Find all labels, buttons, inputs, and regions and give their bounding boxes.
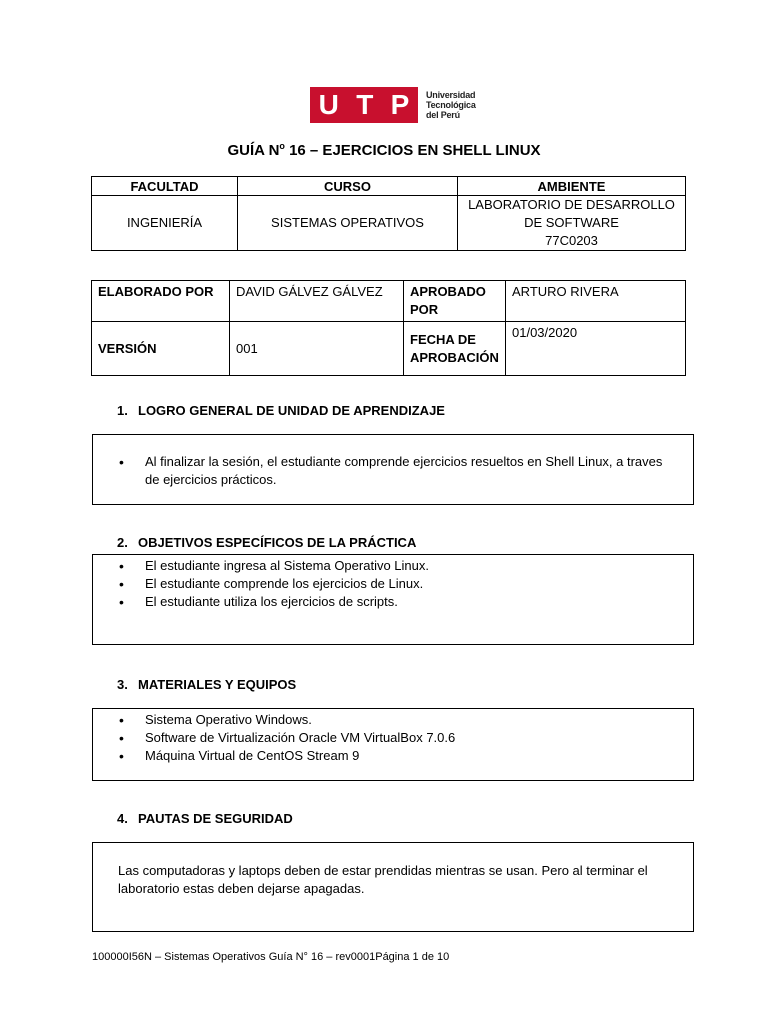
elaborado-value: DAVID GÁLVEZ GÁLVEZ	[230, 281, 404, 322]
ambiente-line: LABORATORIO DE DESARROLLO	[468, 197, 675, 212]
header-ambiente: AMBIENTE	[458, 177, 686, 196]
section-number: 1.	[117, 403, 128, 418]
section-number: 4.	[117, 811, 128, 826]
fecha-label	[404, 322, 506, 376]
section-2-title	[117, 535, 416, 550]
logo-letter-p: P	[390, 89, 410, 120]
facultad-value: INGENIERÍA	[92, 196, 238, 251]
aprobado-label	[404, 281, 506, 322]
section-number: 3.	[117, 677, 128, 692]
info-table-header-row	[92, 177, 686, 196]
ambiente-value	[458, 196, 686, 251]
logo-letter-t: T	[356, 89, 374, 120]
section-4-title	[117, 811, 293, 826]
info-table	[91, 176, 686, 251]
ambiente-line: 77C0203	[545, 233, 598, 248]
logo-line: Tecnológica	[426, 100, 476, 110]
fecha-label-line: FECHA DE	[410, 331, 476, 347]
curso-value: SISTEMAS OPERATIVOS	[238, 196, 458, 251]
fecha-label-line: APROBACIÓN	[410, 349, 499, 365]
logo-wordmark	[426, 90, 476, 120]
list-item: • El estudiante utiliza los ejercicios de scripts.	[93, 593, 693, 611]
header-curso: CURSO	[238, 177, 458, 196]
section-heading: OBJETIVOS ESPECÍFICOS DE LA PRÁCTICA	[138, 535, 417, 550]
list-item: • Sistema Operativo Windows.	[93, 711, 693, 729]
elaborado-label: ELABORADO POR	[92, 281, 230, 322]
document-title	[0, 141, 768, 159]
section-3-box	[92, 708, 694, 781]
title-rest: 16 – EJERCICIOS EN SHELL LINUX	[284, 142, 541, 159]
title-prefix: GUÍA N	[227, 142, 280, 159]
list-item: • El estudiante comprende los ejercicios de Linux.	[93, 575, 693, 593]
list-item: • El estudiante ingresa al Sistema Operativo Linux.	[93, 557, 693, 575]
section-1-title	[117, 403, 445, 418]
version-label: VERSIÓN	[92, 322, 230, 376]
fecha-value: 01/03/2020	[506, 322, 686, 376]
bullet-list	[93, 557, 693, 611]
logo-line: del Perú	[426, 110, 460, 120]
logo-mark	[310, 87, 418, 123]
header-facultad: FACULTAD	[92, 177, 238, 196]
section-heading: LOGRO GENERAL DE UNIDAD DE APRENDIZAJE	[138, 403, 445, 418]
aprobado-label-line: APROBADO	[410, 284, 486, 299]
safety-text: Las computadoras y laptops deben de estar prendidas mientras se usan. Pero al terminar el laboratorio estas deben dejarse apagadas.	[118, 863, 648, 896]
meta-row-authors	[92, 281, 686, 322]
meta-row-version	[92, 322, 686, 376]
aprobado-label-line: POR	[410, 302, 439, 317]
bullet-list	[93, 711, 693, 765]
list-item: • Al finalizar la sesión, el estudiante comprende ejercicios resueltos en Shell Linux, a traves de ejercicios prácticos.	[93, 453, 693, 489]
section-1-box	[92, 434, 694, 505]
page-footer: 100000I56N – Sistemas Operativos Guía N° 16 – rev0001Página 1 de 10	[92, 951, 450, 963]
bullet-list	[93, 453, 693, 489]
section-heading: MATERIALES Y EQUIPOS	[138, 677, 297, 692]
section-4-box	[92, 842, 694, 932]
meta-table	[91, 280, 686, 376]
section-heading: PAUTAS DE SEGURIDAD	[138, 811, 293, 826]
list-item: • Máquina Virtual de CentOS Stream 9	[93, 747, 693, 765]
section-number: 2.	[117, 535, 128, 550]
aprobado-value: ARTURO RIVERA	[506, 281, 686, 322]
logo-line: Universidad	[426, 90, 476, 100]
section-3-title	[117, 677, 296, 692]
ambiente-line: DE SOFTWARE	[524, 215, 619, 230]
info-table-row	[92, 196, 686, 251]
title-sup: o	[279, 141, 285, 151]
list-item: • Software de Virtualización Oracle VM VirtualBox 7.0.6	[93, 729, 693, 747]
version-value: 001	[230, 322, 404, 376]
section-2-box	[92, 554, 694, 645]
logo-letter-u: U	[318, 89, 339, 120]
utp-logo	[310, 87, 476, 123]
